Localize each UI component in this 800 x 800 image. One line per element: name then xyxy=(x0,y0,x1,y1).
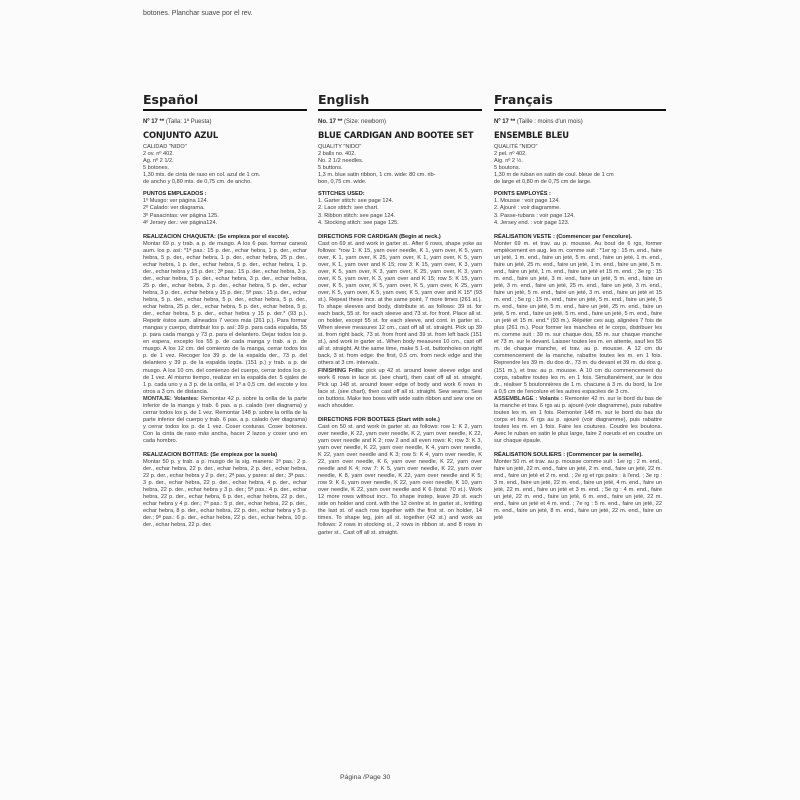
material-line: 1,30 m de ruban en satin de coul. bleue de 1 cm xyxy=(494,172,614,179)
column-english xyxy=(318,92,482,537)
section-heading: DIRECTIONS FOR BOOTEES (Start with sole.) xyxy=(318,416,440,423)
section-text: Montar 69 p. y trab. a p. de musgo. A los 6 pas. formar canesú aum. los p. así: *1ª pas.: 15 p. der., echar hebra, 1 p. der., echar hebra, 5 p. der., echar hebra, 1 p. der., echar hebra, 25 p. der., echar hebra, 1 p. der., echar hebra, 5 p. der., echar hebra, 1 p. der., echar hebra y 15 p. der.; 3ª pas.: 15 p. der., echar hebra, 3 p. der., echar hebra, 5 p. der., echar hebra, 3 p. der., echar hebra, 25 p. der., echar hebra, 3 p. der., echar hebra, 5 p. der., echar hebra, 3 p. der., echar hebra y 15 p. der.; 5ª pas.: 15 p. der., echar hebra, 5 p. der., echar hebra, 5 p. der., echar hebra, 5 p. der., echar hebra, 25 p. der., echar hebra, 5 p. der., echar hebra, 5 p. der., echar hebra, 5 p. der., echar hebra y 15 p. der.* (93 p.). Repetir éstos aum. alineados 7 veces más (261 p.). Para formar mangas y cuerpo, distribuir los p. así: 39 p. para cada espalda, 55 p. para cada manga y 73 p. para el delantero. Dejar todos los p. en espera, excepto los 55 p. de cada manga y trab. a p. de musgo. A los 12 cm. del comienzo de la manga, cerrar todos los p. de 1 vez. Recoger los 39 p. de la espalda der., 73 p. del delantero y 39 p. de la espalda izqda. (151 p.) y trab. a p. de musgo. A los 10 cm. del comienzo del cuerpo, cerrar todos los p. de 1 vez. Al mismo tiempo, realizar en la espalda der. 5 ojales de 1 p. cada uno y a 3 p. de la orilla, el 1º a 0,5 cm. del escote y los otros a 3 cm. de distancia. xyxy=(143,240,307,395)
pattern-size: (Taille : moins d'un mois) xyxy=(516,119,583,125)
stitch-item: 2. Lace stitch: see chart. xyxy=(318,205,379,212)
material-line: 2 pel. nº 402. xyxy=(494,151,527,158)
section-heading: MONTAJE: Volantes: xyxy=(143,395,199,402)
material-line: de large et 0,80 m de 0,75 cm de large. xyxy=(494,179,592,186)
column-spanish xyxy=(143,92,307,530)
language-heading: Español xyxy=(143,92,307,111)
section-heading: REALIZACION BOTITAS: (Se empieza por la suela) xyxy=(143,452,278,459)
materials-list xyxy=(318,144,482,186)
section-heading: DIRECTIONS FOR CARDIGAN (Begin at neck.) xyxy=(318,233,441,240)
material-line: QUALITY "NIDO" xyxy=(318,144,362,151)
section-heading: REALIZACION CHAQUETA: (Se empieza por el escote). xyxy=(143,233,290,240)
material-line: CALIDAD "NIDO" xyxy=(143,144,187,151)
section-body: Remontar 42 p. sobre la orilla de la parte inferior de la manga y trab. 6 pas. a p. calado (ver diagrama) y cerrar todos los p. de 1 vez. Remontar 148 p. sobre la orilla de la parte inferior del cuerpo y trab. 6 pas. a p. calado (ver diagrama) y cerrar todos los p. de 1 vez. Coser costuras. Coser botones. Con la cinta de raso más ancha, hacer 2 lazos y coser uno en cada hombro. xyxy=(143,395,307,444)
stitch-item: 1º Musgo: ver página 124. xyxy=(143,198,209,205)
material-line: QUALITÉ "NIDO" xyxy=(494,144,538,151)
material-line: Aig. nº 2 ½. xyxy=(494,158,523,165)
section-heading: ASSEMBLAGE : Volants : xyxy=(494,395,563,402)
material-line: 1,3 m. blue satin ribbon, 1 cm. wide: 80 cm. rib- xyxy=(318,172,436,179)
material-line: 5 buttons. xyxy=(318,165,343,172)
stitch-item: 2º Calado: ver diagrama. xyxy=(143,205,205,212)
pattern-size: (Size: newborn) xyxy=(344,119,387,125)
column-french xyxy=(494,92,662,522)
section-text xyxy=(143,396,307,445)
stitch-item: 3. Passe-rubans : voir page 124. xyxy=(494,212,575,219)
material-line: 2 balls no. 402. xyxy=(318,151,356,158)
material-line: de ancho y 0,80 mts. de 0,75 cm. de ancho. xyxy=(143,179,252,186)
pattern-title: ENSEMBLE BLEU xyxy=(494,130,569,141)
material-line: 5 botones. xyxy=(143,165,170,172)
materials-list xyxy=(143,144,307,186)
pattern-no: Nº 17 ** xyxy=(494,119,516,125)
section-text xyxy=(494,396,662,445)
stitches-list xyxy=(494,191,662,226)
stitches-list xyxy=(143,191,307,226)
stitches-list xyxy=(318,191,482,226)
pattern-size: (Talla: 1ª Puesta) xyxy=(165,119,212,125)
material-line: 5 boutons. xyxy=(494,165,521,172)
section-heading: RÉALISATION SOULIERS : (Commencer par la semelle). xyxy=(494,452,643,459)
stitches-heading: PUNTOS EMPLEADOS : xyxy=(143,191,207,198)
language-heading: Français xyxy=(494,92,666,111)
section-text: Monter 50 m. et trav. au p. mousse comme suit : 1er rg : 2 m. end., faire un jeté, 22 m. end., faire un jeté, 2 m. end., faire un jeté, 22 m. end., faire un jeté et 2 m. end. ; 2e rg et rgs pairs : à l'end. ; 3e rg : 3 m. end., faire un jeté, 22 m. end., faire un jeté, 4 m. end., faire un jeté, 22 m. end., faire un jeté et 3 m. end. ; 5e rg : 4 m. end., faire un jeté, 22 m. end., faire un jeté, 6 m. end., faire un jeté, 22 m. end., faire un jeté et 4 m. end. ; 7e rg : 5 m. end., faire un jeté, 22 m. end., faire un jeté, 8 m. end., faire un jeté, 22 m. end., faire un jeté xyxy=(494,459,662,522)
section-text xyxy=(318,368,482,410)
material-line: 1,30 mts. de cinta de raso en col. azul de 1 cm. xyxy=(143,172,261,179)
top-note: botones. Planchar suave por el rev. xyxy=(143,10,253,17)
stitch-item: 4. Jersey end. : voir page 123. xyxy=(494,219,570,226)
stitch-item: 2. Ajouré : voir diagramme. xyxy=(494,205,561,212)
section-text: Monter 69 m. et trav. au p. mousse. Au bout de 6 rgs, former empiècement en aug. les m. comme suit : *1er rg : 15 m. end., faire un jeté, 1 m. end., faire un jeté, 5 m. end., faire un jeté, 1 m. end., faire un jeté, 25 m. end., faire un jeté, 1 m. end., faire un jeté, 5 m. end., faire un jeté, 1 m. end., faire un jeté et 15 m. end. ; 3e rg : 15 m. end., faire un jeté, 3 m. end., faire un jeté, 5 m. end., faire un jeté, 3 m. end., faire un jeté, 25 m. end., faire un jeté, 3 m. end., faire un jeté, 5 m. end., faire un jeté, 3 m. end., faire un jeté et 15 m. end. ; 5e rg : 15 m. end., faire un jeté, 5 m. end., faire un jeté, 5 m. end., faire un jeté, 5 m. end., faire un jeté, 25 m. end., faire un jeté, 5 m. end., faire un jeté, 5 m. end., faire un jeté, 5 m. end., faire un jeté et 15 m. end.* (93 m.). Répéter ces aug. alignées 7 fois de plus (261 m.). Pour former les manches et le corps, distribuer les m. comme suit : 39 m. sur chaque dos, 55 m. sur chaque manche et 73 m. sur le devant. Laisser toutes les m. en attente, sauf les 55 m. de chaque manche, et trav. au p. mousse. A 12 cm du commencement de la manche, rabattre toutes les m. en 1 fois. Reprendre les 39 m. du dos dr., 73 m. du devant et 39 m. du dos g. (151 m.), et trav. au p. mousse. A 10 cm du commencement du corps, rabattre toutes les m. en 1 fois. Simultanément, sur le dos dr., réaliser 5 boutonnières de 1 m. chacune à 3 m. du bord, la 1re à 0,5 cm de l'encolure et les autres espacées de 3 cm. xyxy=(494,240,662,395)
materials-list xyxy=(494,144,662,186)
section-text: Montar 50 p. y trab. a p. musgo de la sig. manera: 1ª pas.: 2 p. der., echar hebra, 22 p. der., echar hebra, 2 p. der., echar hebra, 22 p. der., echar hebra y 2 p. der.; 2ª pas. y pares: al der.; 3ª pas.: 3 p. der., echar hebra, 22 p. der., echar hebra, 4 p. der., echar hebra, 22 p. der., echar hebra y 3 p. der.; 5ª pas.: 4 p. der., echar hebra, 22 p. der., echar hebra, 6 p. der., echar hebra, 22 p. der., echar hebra y 4 p. der.; 7ª pas.: 5 p. der., echar hebra, 22 p. der., echar hebra, 8 p. der., echar hebra, 22 p. der., echar hebra y 5 p. der.; 9ª pas.: 6 p. der., echar hebra, 22 p. der., echar hebra, 10 p. der., echar hebra, 22 p. der. xyxy=(143,459,307,529)
pattern-no: Nº 17 ** xyxy=(143,119,165,125)
material-line: bon, 0,75 cm. wide. xyxy=(318,179,367,186)
stitch-item: 1. Mousse : voir page 124. xyxy=(494,198,560,205)
stitch-item: 3º Pasacintas: ver página 125. xyxy=(143,212,219,219)
pattern-title: CONJUNTO AZUL xyxy=(143,130,219,141)
material-line: Ag. nº 2 1/2. xyxy=(143,158,174,165)
material-line: 2 ov. nº 402. xyxy=(143,151,174,158)
stitch-item: 4. Stocking stitch: see page 125. xyxy=(318,219,399,226)
stitches-heading: STITCHES USED: xyxy=(318,191,365,198)
section-body: pick up 42 st. around lower sleeve edge and work 6 rows in lace st. (see chart), then cast off all st. straight. Pick up 148 st. around lower edge of body and work 6 rows in lace st. (see chart), then cast off all st. straight. Sew seams. Sew on buttons. Make two bows with wide satin ribbon and sew one on each shoulder. xyxy=(318,367,482,409)
stitch-item: 3. Ribbon stitch: see page 124. xyxy=(318,212,396,219)
pattern-no: No. 17 ** xyxy=(318,119,343,125)
section-text: Cast on 50 st. and work in garter st. as follows: row 1: K 2, yarn over needle, K 22, yarn over needle, K 2, yarn over needle, K 22, yarn over needle and K 2; row 2 and all even rows: K; row 3: K 3, yarn over needle, K 22, yarn over needle, K 4, yarn over needle, K 22, yarn over needle and K 3; row 5: K 4, yarn over needle, K 22, yarn over needle, K 6, yarn over needle, K 22, yarn over needle and K 4; row 7: K 5, yarn over needle, K 22, yarn over needle, K 8, yarn over needle, K 22, yarn over needle and K 5; row 9: K 6, yarn over needle, K 22, yarn over needle, K 10, yarn over needle, K 22, yarn over needle and K 6 (total: 70 st.). Work 12 more rows without incr.. To shape instep, leave 29 st. each side on holder and cont. with the 12 centre st. in garter st., knitting the last st. of each row together with the first st. on holder, 14 times. To shape leg, join all st. together (42 st.) and work as follows: 2 rows in stocking st., 2 rows in ribbon st. and 8 rows in garter st.. Cast off all st. straight. xyxy=(318,423,482,536)
page-number: Página /Page 30 xyxy=(340,774,391,781)
pattern-number xyxy=(494,119,662,126)
section-heading: FINISHING Frills: xyxy=(318,367,364,374)
material-line: No. 2 1/2 needles. xyxy=(318,158,364,165)
stitch-item: 1. Garter stitch: see page 124. xyxy=(318,198,394,205)
pattern-title: BLUE CARDIGAN AND BOOTEE SET xyxy=(318,130,474,141)
stitches-heading: POINTS EMPLOYÉS : xyxy=(494,191,551,198)
stitch-item: 4º Jersey der.: ver página124. xyxy=(143,219,218,226)
section-heading: RÉALISATION VESTE : (Commencer par l'encolure). xyxy=(494,233,632,240)
section-body: Remonter 42 m. sur le bord du bas de la manche et trav. 6 rgs au p. ajouré (voir diagramme), puis rabattre toutes les m. en 1 fois. Remonter 148 m. sur le bord du bas du corps et trav. 6 rgs au p. ajouré (voir diagramme), puis rabattre toutes les m. en 1 fois. Faire les coutures. Coudre les boutons. Avec le ruban en satin le plus large, faire 2 nœuds et en coudre un sur chaque épaule. xyxy=(494,395,662,444)
language-heading: English xyxy=(318,92,482,111)
pattern-number xyxy=(143,119,307,126)
section-text: Cast on 69 st. and work in garter st.. After 6 rows, shape yoke as follows: *row 1: K 15, yarn over needle, K 1, yarn over, K 5, yarn over, K 1, yarn over, K 25, yarn over, K 1, yarn over, K 5, yarn over, K 1, yarn over and K 15; row 3: K 15, yarn over, K 3, yarn over, K 5, yarn over, K 3, yarn over, K 25, yarn over, K 3, yarn over, K 5, yarn over, K 3, yarn over and K 15; row 5: K 15, yarn over, K 5, yarn over, K 5, yarn over, K 5, yarn over, K 25, yarn over, K 5, yarn over, K 5, yarn over, K 5, yarn over and K 15* (93 st.). Repeat these incs. at the same point, 7 more times (261 st.). To shape sleeves and body, distribute st. as follows: 39 st. for each back, 55 st. for each sleeve and 73 st. for front. Place all st. on holder, except 55 st. for each sleeve, and cont. in garter st.. When sleeve measures 12 cm., cast off all st. straight. Pick up 39 st. from right back, 73 st. from front and 39 st. from left back (151 st.), and work in garter st.. When body measures 10 cm., cast off all st. straight. At the same time, make 5 1-st. buttonholes on right back, 3 st. from edge: the first, 0.5 cm. from neck edge and the others at 3 cm. intervals. xyxy=(318,240,482,367)
pattern-number xyxy=(318,119,482,126)
